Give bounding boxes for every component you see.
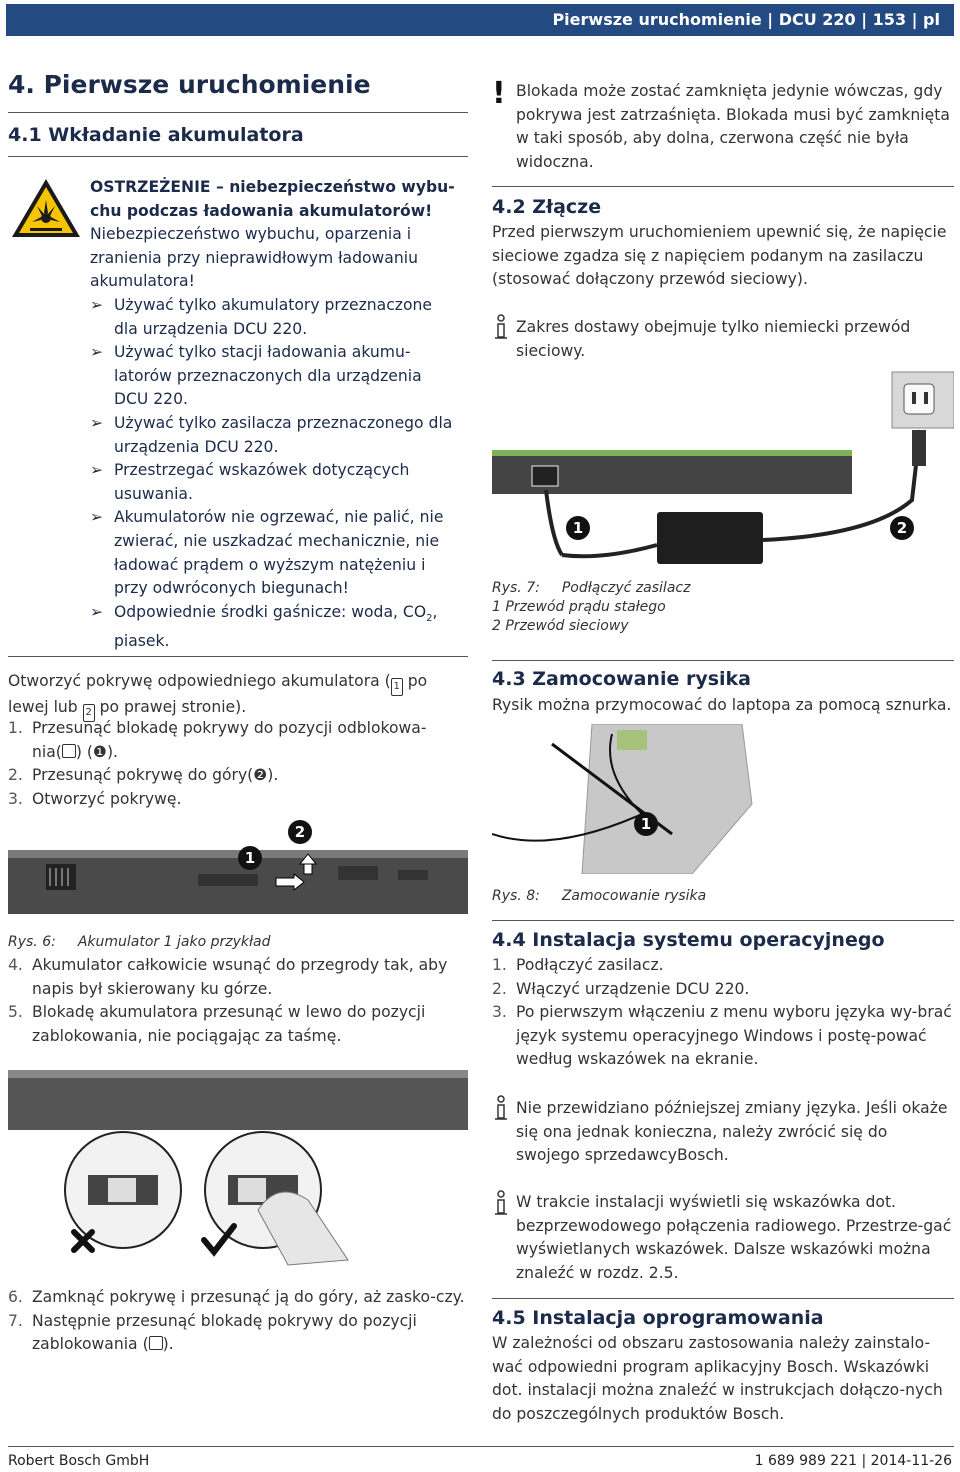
divider (492, 1298, 954, 1299)
divider (492, 920, 954, 921)
warning-bullet-list (90, 294, 460, 654)
divider (8, 112, 468, 113)
steps-list-2 (8, 954, 468, 1048)
marker-1: 1 (634, 812, 658, 836)
list-item: ➢ Przestrzegać wskazówek dotyczących usuwania. (90, 461, 410, 503)
section-4-2-body: Przed pierwszym uruchomieniem upewnić się, że napięcie sieciowe zgadza się z napięciem podanym na zasilaczu (stosować dołączony przewód sieciowy). (492, 223, 947, 289)
list-item: 5. Blokadę akumulatora przesunąć w lewo do pozycji zablokowania, nie pociągając za taśmę. (8, 1003, 426, 1045)
info-icon (494, 314, 508, 340)
battery-intro: Otworzyć pokrywę odpowiedniego akumulatora ( 1 po lewej lub 2 po prawej stronie). (8, 670, 468, 722)
list-item: 2. Włączyć urządzenie DCU 220. (492, 979, 750, 998)
list-item: ➢ Odpowiednie środki gaśnicze: woda, $CO_2$, piasek. (90, 602, 438, 651)
battery-2-icon: 2 (83, 704, 95, 722)
section-4-3-body: Rysik można przymocować do laptopa za pomocą sznurka. (492, 696, 952, 714)
unlock-icon (62, 744, 76, 758)
section-4-4-steps (492, 954, 954, 1072)
attention-icon: ! (492, 76, 506, 111)
footer-divider (8, 1446, 954, 1447)
list-item: 3. Po pierwszym włączeniu z menu wyboru języka wy-brać język systemu operacyjnego Windows i postę-pować według wskazówek na ekranie. (492, 1003, 952, 1069)
figure-7-item-1: 1 Przewód prądu stałego (492, 599, 666, 615)
section-4-1-title: 4.1 Wkładanie akumulatora (8, 124, 304, 146)
section-4-3-title: 4.3 Zamocowanie rysika (492, 668, 751, 690)
list-item: 7. Następnie przesunąć blokadę pokrywy do pozycji zablokowania ( ). (8, 1311, 417, 1354)
footer-code: 1 689 989 221 | 2014-11-26 (754, 1453, 952, 1469)
list-item: 6. Zamknąć pokrywę i przesunąć ją do góry, aż zasko-czy. (8, 1288, 465, 1306)
divider (8, 656, 468, 657)
battery-1-icon: 1 (391, 678, 403, 696)
stylus-illustration (492, 724, 792, 874)
marker-1: 1 (238, 846, 262, 870)
steps-list-3 (8, 1286, 468, 1357)
section-4-2-note: Zakres dostawy obejmuje tylko niemiecki przewód sieciowy. (516, 318, 911, 360)
marker-1: 1 (566, 516, 590, 540)
steps-list (8, 717, 468, 811)
explosion-warning-icon (10, 176, 82, 240)
warning-title: OSTRZEŻENIE – niebezpieczeństwo wybu- chu podczas ładowania akumulatorów! (90, 178, 455, 220)
section-4-2-title: 4.2 Złącze (492, 196, 602, 218)
lock-icon (149, 1336, 163, 1350)
section-4-5-body: W zależności od obszaru zastosowania należy zainstalo-wać odpowiedni program aplikacyjny Bosch. Wskazówki dot. instalacji można znaleźć w instrukcjach dołączo-nych do poszczególnych produktów Bosch. (492, 1334, 943, 1423)
figure-8-caption: Rys. 8: Zamocowanie rysika (492, 888, 707, 904)
install-note: W trakcie instalacji wyświetli się wskazówka dot. bezprzewodowego połączenia radiowego. Przestrze-gać wyświetlanych wskazówek. Dalsze wskazówki można znaleźć w rozdz. 2.5. (516, 1193, 952, 1282)
list-item: 4. Akumulator całkowicie wsunąć do przegrody tak, aby napis był skierowany ku górze. (8, 956, 448, 998)
marker-2: 2 (288, 820, 312, 844)
power-supply-illustration (492, 370, 954, 570)
section-4-title: 4. Pierwsze uruchomienie (8, 70, 371, 99)
page-header: Pierwsze uruchomienie | DCU 220 | 153 | pl (6, 4, 954, 36)
list-item: 1. Podłączyć zasilacz. (492, 956, 664, 974)
info-icon (494, 1095, 508, 1121)
battery-cover-illustration (8, 820, 468, 916)
divider (492, 660, 954, 661)
divider (8, 156, 468, 157)
section-4-5-title: 4.5 Instalacja oprogramowania (492, 1307, 824, 1329)
list-item: ➢ Używać tylko akumulatory przeznaczone dla urządzenia DCU 220. (90, 296, 433, 338)
list-item: ➢ Akumulatorów nie ogrzewać, nie palić, nie zwierać, nie uszkadzać mechanicznie, nie ładować prądem o wyższym natężeniu i przy odwróconych biegunach! (90, 508, 444, 598)
list-item: ➢ Używać tylko stacji ładowania akumu-latorów przeznaczonych dla urządzenia DCU 220. (90, 343, 422, 409)
warning-body: Niebezpieczeństwo wybuchu, oparzenia i zranienia przy nieprawidłowym ładowaniu akumulatora! (90, 225, 418, 291)
footer-company: Robert Bosch GmbH (8, 1453, 150, 1469)
list-item: 2. Przesunąć pokrywę do góry(❷). (8, 766, 279, 785)
figure-7-caption: Rys. 7: Podłączyć zasilacz (492, 580, 691, 596)
figure-6-caption: Rys. 6: Akumulator 1 jako przykład (8, 934, 271, 950)
figure-7-item-2: 2 Przewód sieciowy (492, 618, 629, 634)
list-item: 1. Przesunąć blokadę pokrywy do pozycji odblokowa- nia( ) (❶). (8, 719, 427, 761)
list-item: 3. Otworzyć pokrywę. (8, 789, 182, 808)
info-icon (494, 1190, 508, 1216)
language-note: Nie przewidziano późniejszej zmiany języka. Jeśli okaże się ona jednak konieczna, należy zwrócić się do swojego sprzedawcyBosch. (516, 1099, 948, 1165)
list-item: ➢ Używać tylko zasilacza przeznaczonego dla urządzenia DCU 220. (90, 413, 453, 456)
marker-2: 2 (890, 516, 914, 540)
section-4-4-title: 4.4 Instalacja systemu operacyjnego (492, 929, 885, 951)
divider (492, 186, 954, 187)
battery-latch-illustration (8, 1060, 468, 1270)
lock-note: Blokada może zostać zamknięta jedynie wówczas, gdy pokrywa jest zatrzaśnięta. Blokada musi być zamknięta w taki sposób, aby dolna, czerwona część nie była widoczna. (516, 82, 950, 171)
